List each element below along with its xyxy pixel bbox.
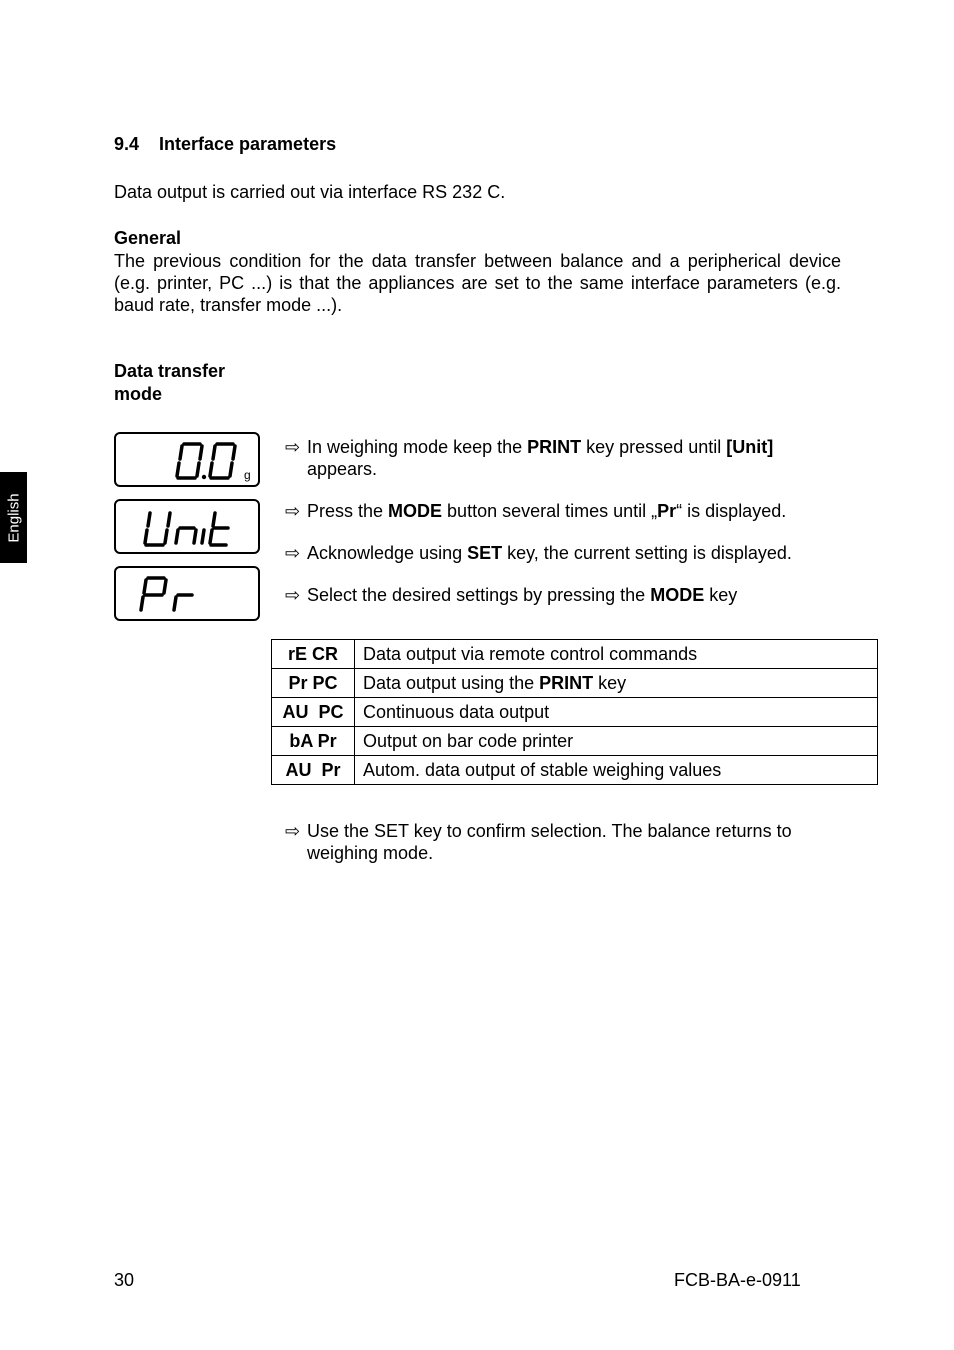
step-2: ⇨ Press the MODE button several times until „Pr“ is displayed. <box>285 501 787 521</box>
step-final <box>285 820 845 864</box>
page-number: 30 <box>114 1270 135 1290</box>
language-tab <box>0 472 27 563</box>
mode-code: bA Pr <box>272 727 355 756</box>
mode-description: Data output via remote control commands <box>355 640 878 669</box>
lcd-segments-zero <box>116 434 262 489</box>
table-row <box>272 727 878 756</box>
mode-code: rE CR <box>272 640 355 669</box>
lcd-segments-pr <box>116 568 262 623</box>
mode-description: Continuous data output <box>355 698 878 727</box>
section-number: 9.4 <box>114 134 140 154</box>
mode-code: AU Pr <box>272 756 355 785</box>
intro-text: Data output is carried out via interface RS 232 C. <box>114 182 506 202</box>
step-4: ⇨ Select the desired settings by pressing the MODE key <box>285 585 738 605</box>
language-tab-label: English <box>5 492 22 543</box>
arrow-right-icon: ⇨ <box>285 543 301 563</box>
mode-code: AU PC <box>272 698 355 727</box>
general-body: The previous condition for the data transfer between balance and a peripherical device (e.g. printer, PC ...) is that the appliances are set to the same interface parameters (e.g. baud rate, transfer mode ...). <box>114 251 841 315</box>
document-id: FCB-BA-e-0911 <box>674 1270 801 1290</box>
mode-description: Data output using the PRINT key <box>355 669 878 698</box>
section-heading <box>114 134 336 155</box>
lcd-segments-unit <box>116 501 262 556</box>
section-title: Interface parameters <box>159 134 337 154</box>
arrow-right-icon: ⇨ <box>285 585 301 605</box>
lcd-display-weight <box>114 432 260 487</box>
general-title: General <box>114 228 182 248</box>
mode-description: Output on bar code printer <box>355 727 878 756</box>
step-3: ⇨ Acknowledge using SET key, the current setting is displayed. <box>285 543 792 563</box>
lcd-display-pr <box>114 566 260 621</box>
arrow-right-icon: ⇨ <box>285 821 301 841</box>
mode-code: Pr PC <box>272 669 355 698</box>
arrow-right-icon: ⇨ <box>285 501 301 521</box>
lcd-unit: g <box>244 468 251 482</box>
table-row <box>272 698 878 727</box>
side-label-line1: Data transfer <box>114 361 226 381</box>
lcd-display-unit <box>114 499 260 554</box>
table-row <box>272 640 878 669</box>
table-row <box>272 669 878 698</box>
arrow-right-icon: ⇨ <box>285 437 301 457</box>
side-label-line2: mode <box>114 384 163 404</box>
step-1: ⇨ In weighing mode keep the PRINT key pressed until [Unit] appears. <box>285 437 774 479</box>
mode-description: Autom. data output of stable weighing values <box>355 756 878 785</box>
final-step-text: Use the SET key to confirm selection. The balance returns to weighing mode. <box>307 821 792 863</box>
transfer-modes-table <box>271 639 878 785</box>
side-label <box>114 360 254 406</box>
table-row <box>272 756 878 785</box>
